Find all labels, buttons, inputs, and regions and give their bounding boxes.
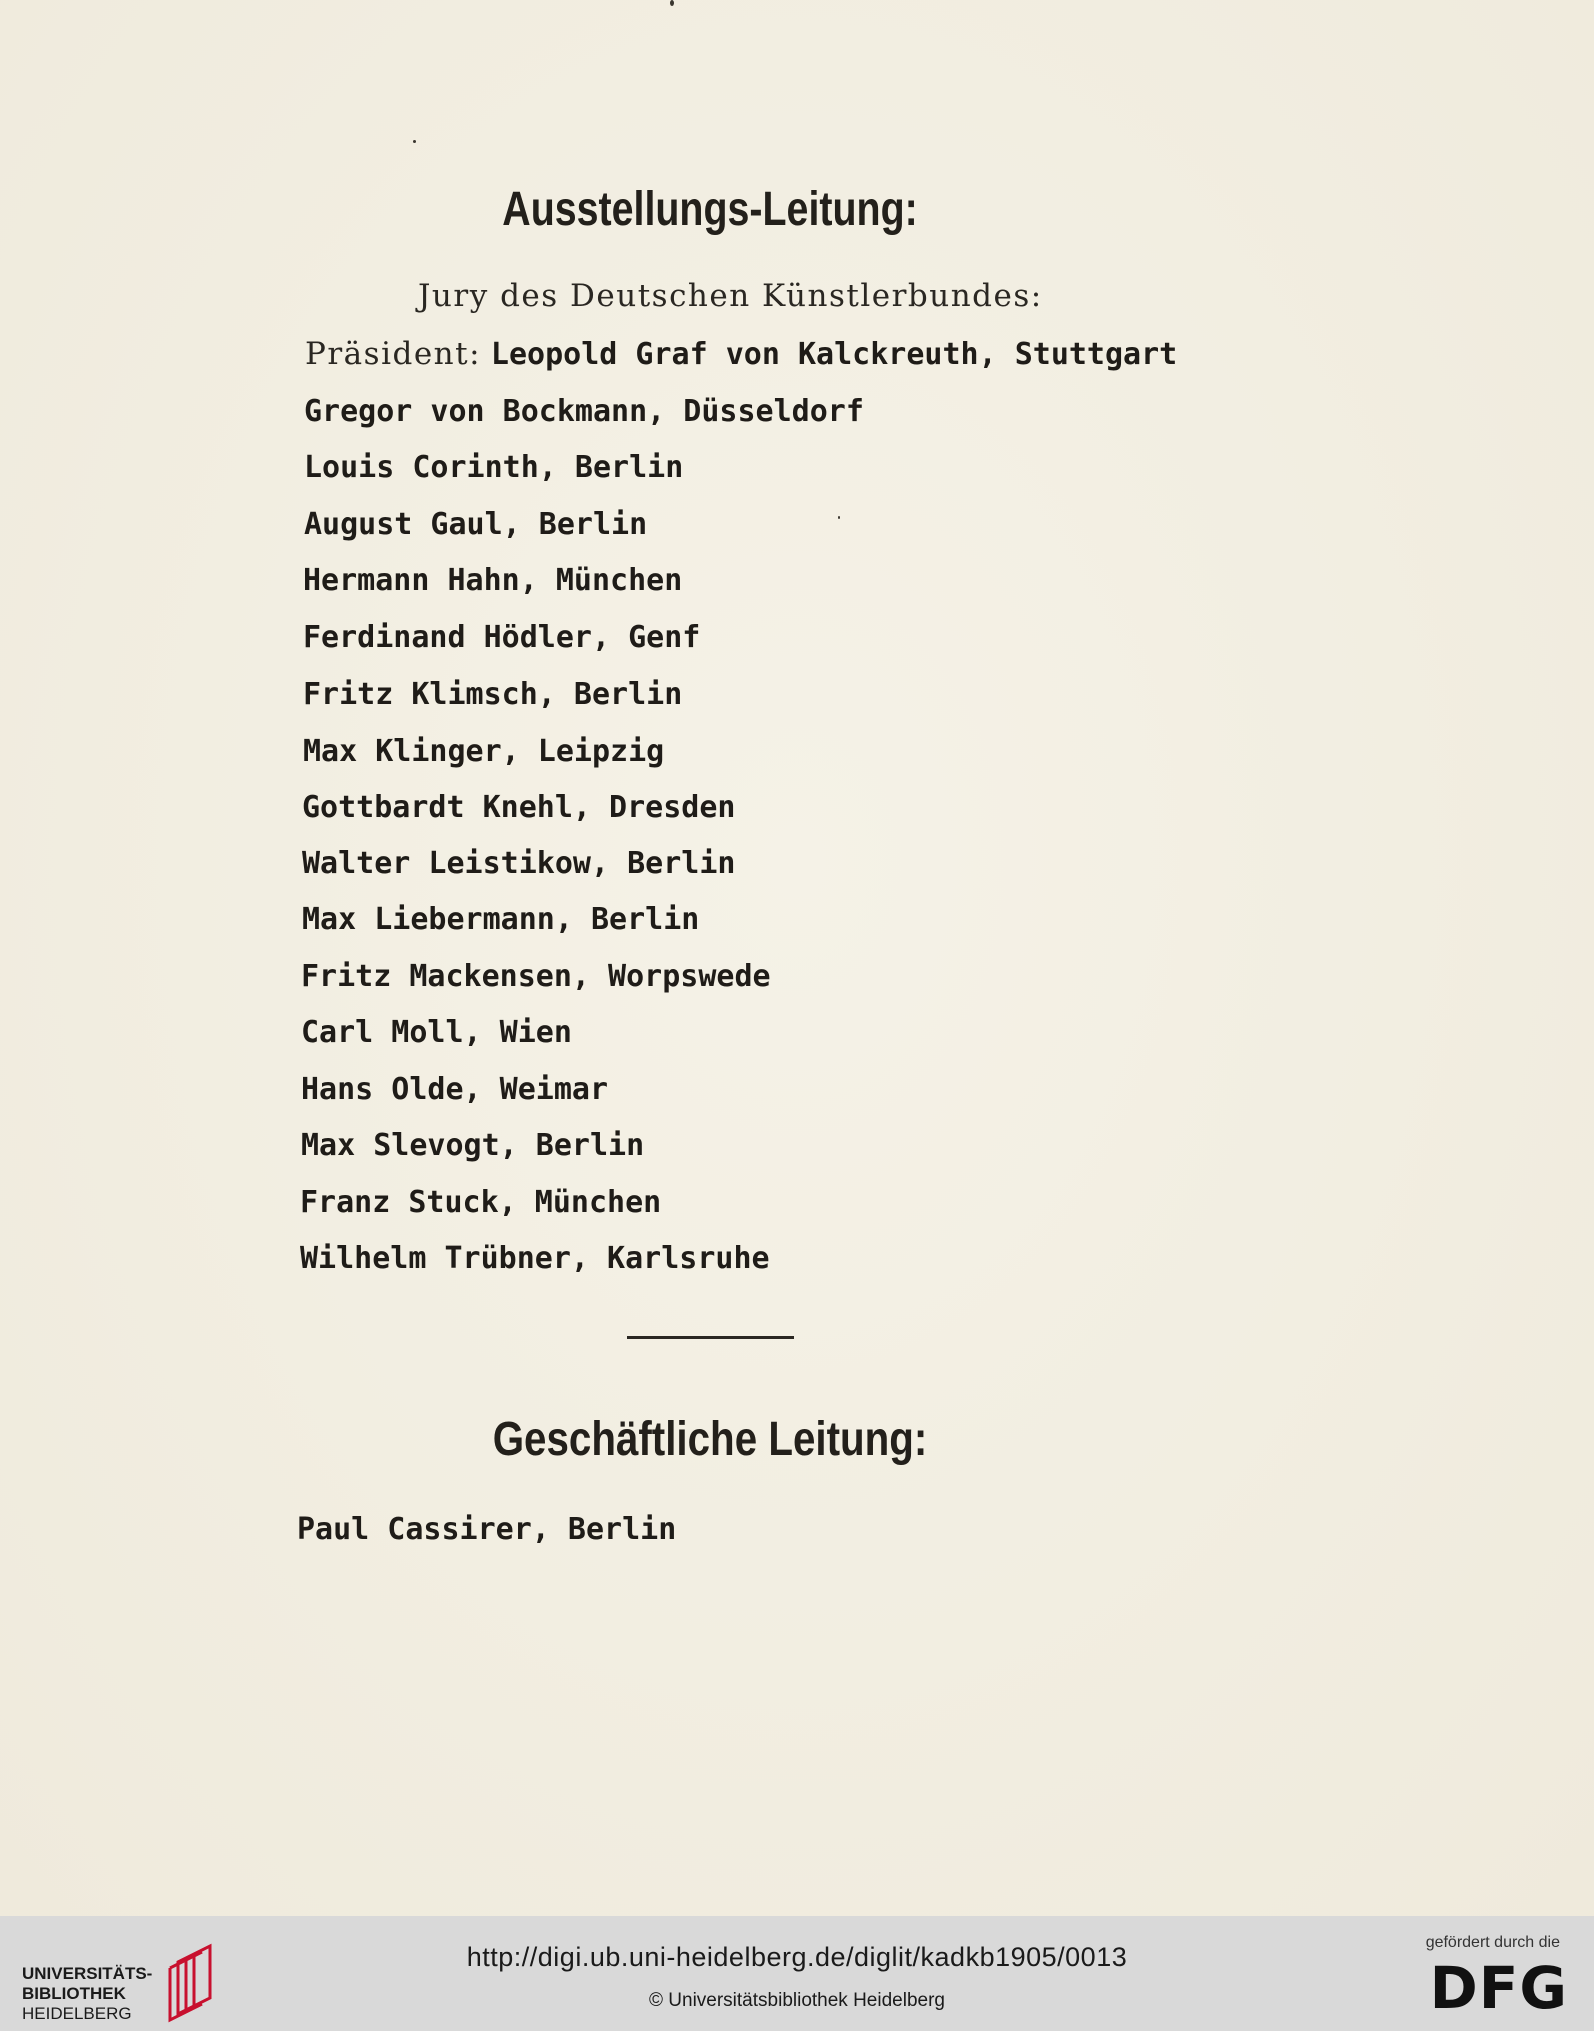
jury-member: Max Klinger, Leipzig xyxy=(303,734,665,769)
funding-caption: gefördert durch die xyxy=(1425,1934,1560,1951)
library-name-line1: UNIVERSITÄTS- xyxy=(22,1964,153,1983)
jury-member: Hans Olde, Weimar xyxy=(301,1072,609,1107)
ink-speck xyxy=(413,140,416,143)
jury-member: Gregor von Bockmann, Düsseldorf xyxy=(304,394,864,429)
jury-member: Hermann Hahn, München xyxy=(303,563,683,598)
ink-speck xyxy=(670,0,674,6)
ink-speck xyxy=(838,516,840,519)
jury-member: Max Liebermann, Berlin xyxy=(302,902,700,937)
business-management-heading: Geschäftliche Leitung: xyxy=(492,1413,928,1466)
permalink-url[interactable]: http://digi.ub.uni-heidelberg.de/diglit/kadkb1905/0013 xyxy=(466,1942,1128,1972)
section-divider xyxy=(627,1336,794,1339)
jury-member: Max Slevogt, Berlin xyxy=(301,1128,645,1163)
president-label: Präsident: xyxy=(305,336,482,372)
business-manager: Paul Cassirer, Berlin xyxy=(297,1512,677,1547)
jury-member: Gottbardt Knehl, Dresden xyxy=(302,790,736,825)
jury-member: Fritz Klimsch, Berlin xyxy=(303,677,683,712)
library-name-line2: BIBLIOTHEK xyxy=(22,1984,126,2003)
president-name: Leopold Graf von Kalckreuth, Stuttgart xyxy=(490,337,1178,372)
library-name-line3: HEIDELBERG xyxy=(22,2004,132,2023)
viewer-footer xyxy=(0,1916,1594,2031)
jury-member: Fritz Mackensen, Worpswede xyxy=(301,959,771,994)
jury-member: Carl Moll, Wien xyxy=(301,1015,572,1050)
jury-member: Walter Leistikow, Berlin xyxy=(302,846,736,881)
jury-member: August Gaul, Berlin xyxy=(304,507,648,542)
exhibition-management-heading: Ausstellungs-Leitung: xyxy=(502,183,918,236)
president-line xyxy=(305,336,1177,372)
jury-heading: Jury des Deutschen Künstlerbundes: xyxy=(418,278,1043,314)
jury-member: Louis Corinth, Berlin xyxy=(304,450,684,485)
jury-member: Franz Stuck, München xyxy=(300,1185,662,1220)
jury-member: Wilhelm Trübner, Karlsruhe xyxy=(300,1241,770,1276)
jury-member: Ferdinand Hödler, Genf xyxy=(303,620,701,655)
dfg-logo[interactable]: DFG xyxy=(1429,1954,1568,2022)
copyright-notice: © Universitätsbibliothek Heidelberg xyxy=(649,1990,945,2011)
